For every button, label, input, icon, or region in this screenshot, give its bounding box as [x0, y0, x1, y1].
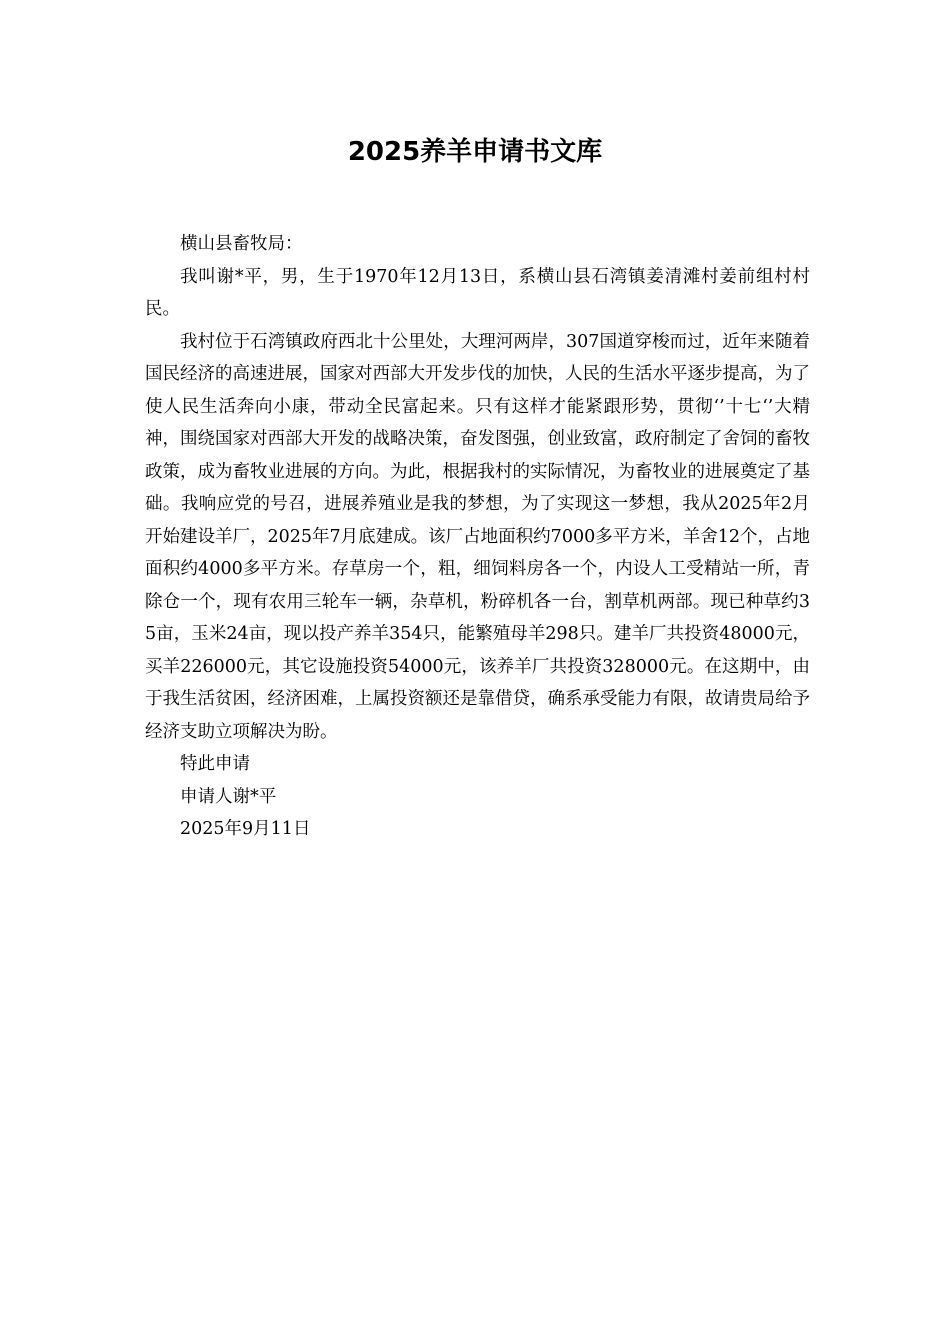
document-date: 2025年9月11日: [180, 819, 311, 839]
document-title: 2025养羊申请书文库: [347, 137, 603, 167]
document-body: [145, 228, 810, 846]
salutation: 横山县畜牧局：: [180, 234, 303, 254]
applicant-signature: 申请人谢*平: [180, 786, 277, 807]
closing-line: 特此申请: [180, 754, 250, 774]
intro-paragraph: 我叫谢*平，男，生于1970年12月13日，系横山县石湾镇姜清滩村姜前组村村民。: [145, 266, 810, 319]
main-paragraph: 我村位于石湾镇政府西北十公里处，大理河两岸，307国道穿梭而过，近年来随着国民经济的高速进展，国家对西部大开发步伐的加快，人民的生活水平逐步提高，为了使人民生活奔向小康，带动全民富起来。只有这样才能紧跟形势，贯彻‘’十七‘’大精神，围绕国家对西部大开发的战略决策，奋发图强，创业致富，政府制定了舍饲的畜牧政策，成为畜牧业进展的方向。为此，根据我村的实际情况，为畜牧业的进展奠定了基础。我响应党的号召，进展养殖业是我的梦想，为了实现这一梦想，我从2025年2月开始建设羊厂，2025年7月底建成。该厂占地面积约7000多平方米，羊舍12个，占地面积约4000多平方米。存草房一个，粗，细饲料房各一个，内设人工受精站一所，青除仓一个，现有农用三轮车一辆，杂草机，粉碎机各一台，割草机两部。现已种草约35亩，玉米24亩，现以投产养羊354只，能繁殖母羊298只。建羊厂共投资48000元，买羊226000元，其它设施投资54000元，该养羊厂共投资328000元。在这期中，由于我生活贫困，经济困难，上属投资额还是靠借贷，确系承受能力有限，故请贵局给予经济支助立项解决为盼。: [145, 331, 810, 742]
